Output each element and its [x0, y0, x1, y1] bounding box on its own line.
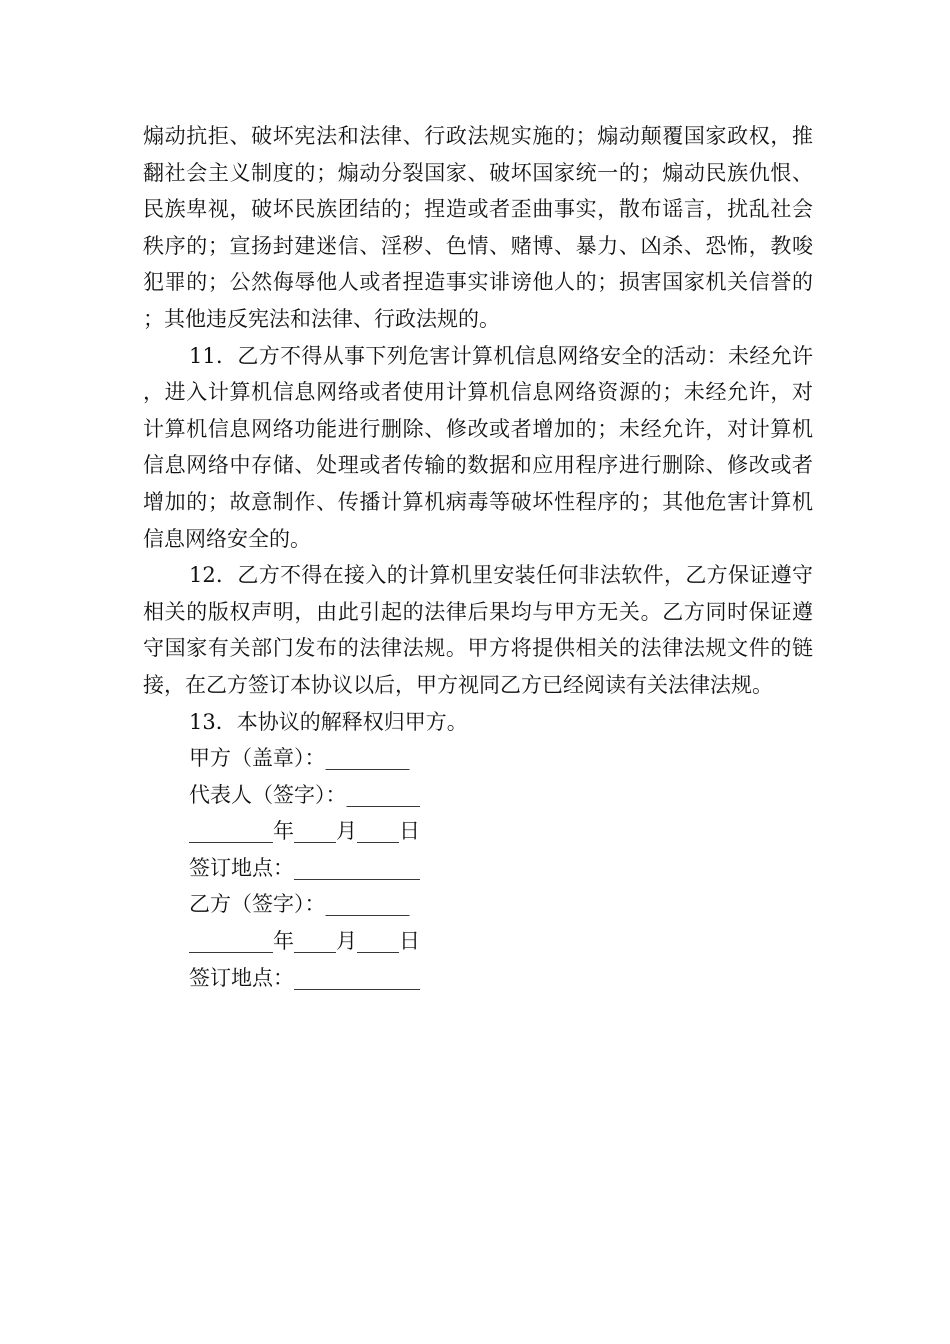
paragraph-13-interpretation: 13．本协议的解释权归甲方。 — [189, 709, 468, 734]
paragraph-prohibited-content: 煽动抗拒、破坏宪法和法律、行政法规实施的；煽动颠覆国家政权，推翻社会主义制度的；煽动分裂国家、破坏国家统一的；煽动民族仇恨、民族卑视，破坏民族团结的；捏造或者歪曲事实，散布谣言，扰乱社会秩序的；宣扬封建迷信、淫秽、色情、赌博、暴力、凶杀、恐怖，教唆犯罪的；公然侮辱他人或者捏造事实诽谤他人的；损害国家机关信誉的；其他违反宪法和法律、行政法规的。 — [143, 124, 813, 331]
party-a-place-line: 签订地点：____________ — [189, 855, 420, 880]
party-a-date-line: ________年____月____日 — [189, 819, 420, 844]
signature-block — [143, 740, 813, 996]
party-a-seal-line: 甲方（盖章）：________ — [189, 746, 410, 771]
document-body — [143, 118, 813, 996]
representative-sign-line: 代表人（签字）：_______ — [189, 782, 420, 807]
party-b-sign-line: 乙方（签字）：________ — [189, 892, 410, 917]
party-b-place-line: 签订地点：____________ — [189, 965, 420, 990]
party-b-date-line: ________年____月____日 — [189, 929, 420, 954]
paragraph-12-software: 12．乙方不得在接入的计算机里安装任何非法软件，乙方保证遵守相关的版权声明，由此引起的法律后果均与甲方无关。乙方同时保证遵守国家有关部门发布的法律法规。甲方将提供相关的法律法规文件的链接，在乙方签订本协议以后，甲方视同乙方已经阅读有关法律法规。 — [143, 563, 813, 697]
paragraph-11-network-security: 11．乙方不得从事下列危害计算机信息网络安全的活动：未经允许，进入计算机信息网络或者使用计算机信息网络资源的；未经允许，对计算机信息网络功能进行删除、修改或者增加的；未经允许，对计算机信息网络中存储、处理或者传输的数据和应用程序进行删除、修改或者增加的；故意制作、传播计算机病毒等破坏性程序的；其他危害计算机信息网络安全的。 — [143, 343, 813, 551]
